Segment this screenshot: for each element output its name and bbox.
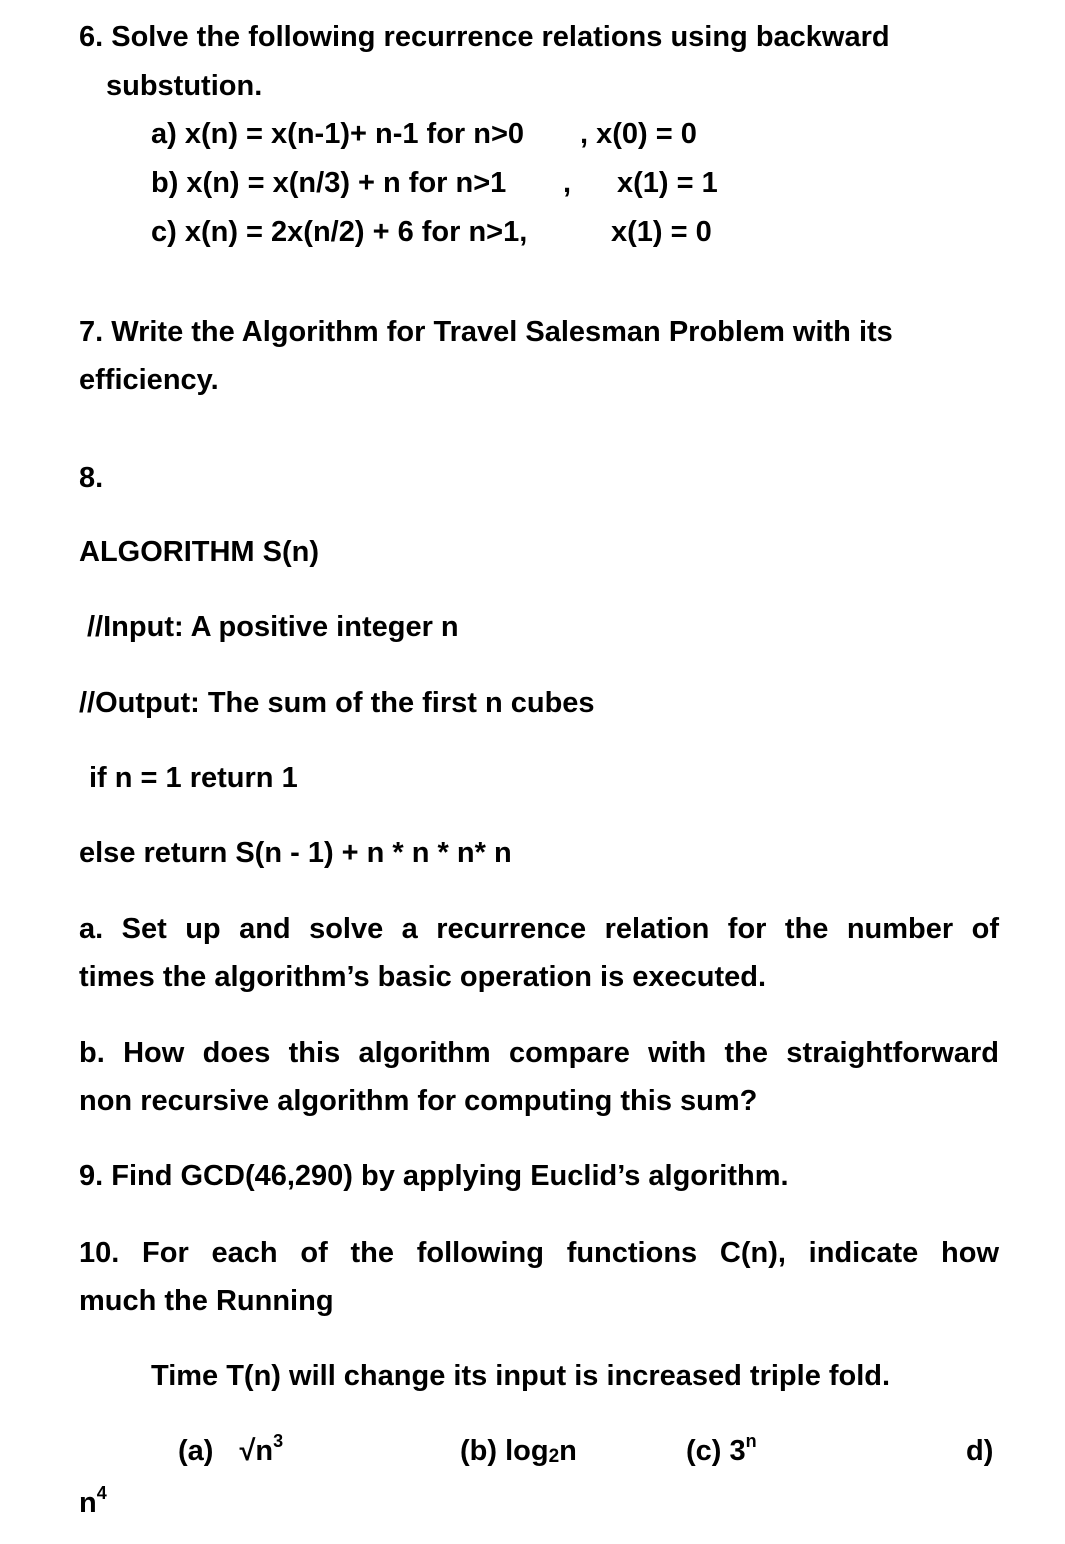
q6-b-relation: b) x(n) = x(n/3) + n for n>1 xyxy=(151,167,507,199)
option-c-exponent: n xyxy=(745,1431,757,1452)
q10-line3: Time T(n) will change its input is increased triple fold. xyxy=(151,1360,891,1392)
option-a-label: (a) xyxy=(178,1435,214,1467)
q8-part-b-line1: b. How does this algorithm compare with the straightforward xyxy=(79,1037,999,1069)
q9-line1: 9. Find GCD(46,290) by applying Euclid’s algorithm. xyxy=(79,1160,789,1192)
q6-c-relation: c) x(n) = 2x(n/2) + 6 for n>1, xyxy=(151,216,528,248)
q8-part-a-line2: times the algorithm’s basic operation is executed. xyxy=(79,961,767,993)
q8-else-line: else return S(n - 1) + n * n * n* n xyxy=(79,837,512,869)
q6-b-initial: x(1) = 1 xyxy=(617,167,718,199)
option-b-label: (b) log xyxy=(460,1435,549,1467)
q8-part-b-line2: non recursive algorithm for computing this sum? xyxy=(79,1085,758,1117)
q6-line1: 6. Solve the following recurrence relations using backward xyxy=(79,21,890,53)
q8-algorithm-title: ALGORITHM S(n) xyxy=(79,536,320,568)
q10-option-c xyxy=(686,1431,757,1468)
option-c-label: (c) 3 xyxy=(686,1435,746,1467)
option-a-exponent: 3 xyxy=(273,1431,284,1452)
q7-line2: efficiency. xyxy=(79,364,219,396)
q10-option-a xyxy=(178,1431,284,1468)
q8-input-comment: //Input: A positive integer n xyxy=(87,611,459,643)
option-d-base: n xyxy=(79,1487,97,1519)
q8-if-line: if n = 1 return 1 xyxy=(89,762,298,794)
q6-b-comma: , xyxy=(563,167,572,199)
q8-part-a-line1: a. Set up and solve a recurrence relation for the number of xyxy=(79,913,999,945)
q6-line2: substution. xyxy=(106,70,263,102)
q6-a-relation: a) x(n) = x(n-1)+ n-1 for n>0 xyxy=(151,118,525,150)
q10-option-b xyxy=(460,1434,577,1474)
q8-number: 8. xyxy=(79,462,104,494)
q10-option-d-value xyxy=(79,1483,107,1520)
q10-option-d-label: d) xyxy=(966,1435,994,1467)
q7-line1: 7. Write the Algorithm for Travel Salesman Problem with its xyxy=(79,316,893,348)
option-b-subscript: 2 xyxy=(548,1446,560,1467)
option-b-variable: n xyxy=(559,1435,577,1467)
q6-a-initial: , x(0) = 0 xyxy=(580,118,697,150)
q10-line2: much the Running xyxy=(79,1285,334,1317)
q8-output-comment: //Output: The sum of the first n cubes xyxy=(79,687,595,719)
option-a-radical: √n xyxy=(239,1435,274,1467)
option-d-exponent: 4 xyxy=(96,1483,107,1504)
q6-c-initial: x(1) = 0 xyxy=(611,216,712,248)
q10-line1: 10. For each of the following functions C(n), indicate how xyxy=(79,1237,999,1269)
